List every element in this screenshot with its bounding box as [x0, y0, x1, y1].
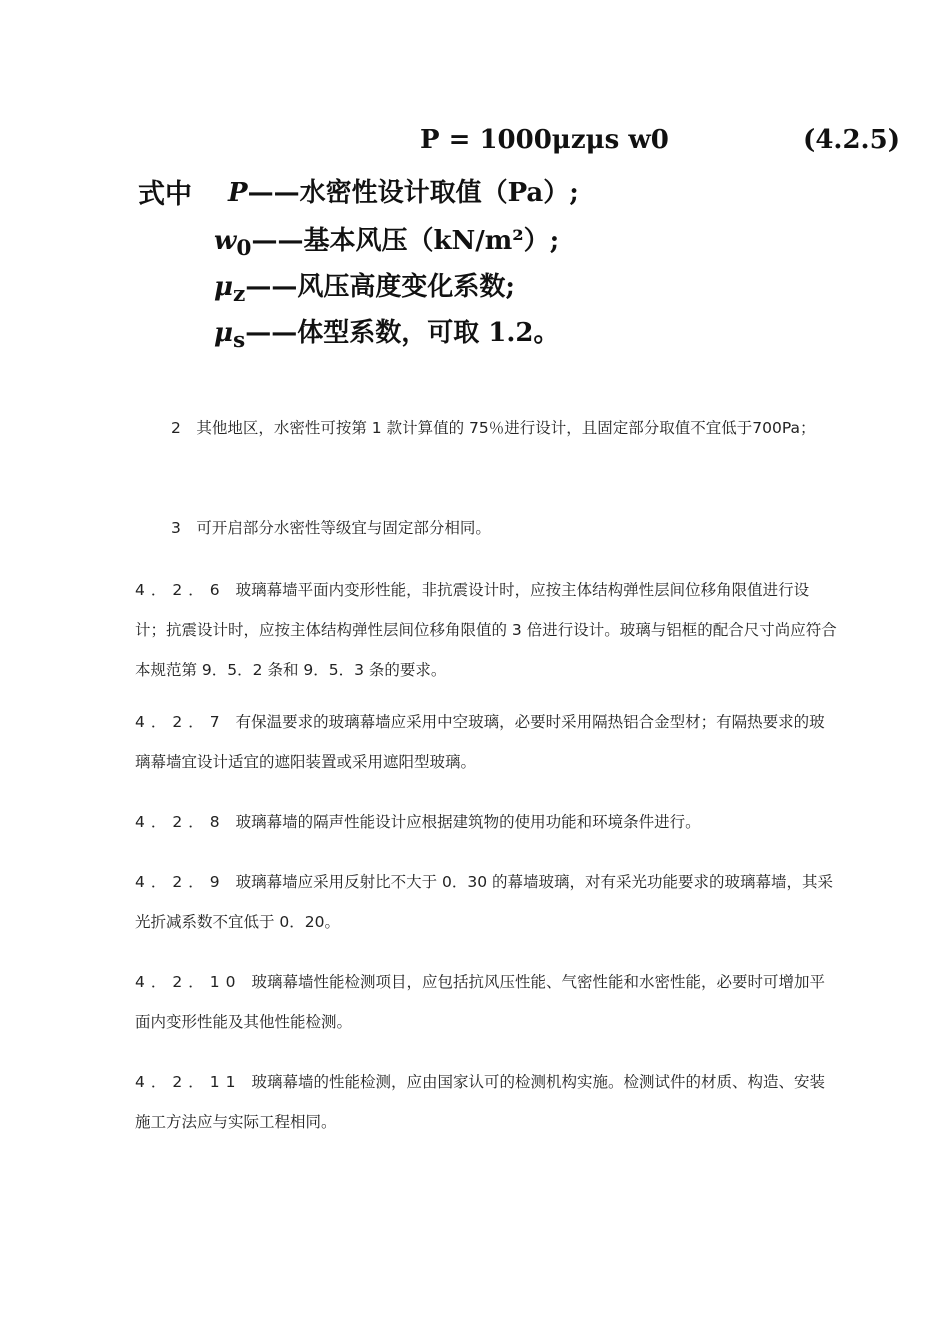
clause-text: 玻璃幕墙的隔声性能设计应根据建筑物的使用功能和环境条件进行。: [235, 813, 701, 831]
definition-symbol: w: [214, 226, 237, 256]
clause-number: 4．2．6: [135, 581, 226, 599]
definition-text: 体型系数，可取 1.2。: [297, 318, 560, 348]
paragraph-item-2: [135, 408, 840, 448]
definition-w0: [214, 220, 559, 261]
formula-image: [0, 0, 950, 370]
formula-line: [420, 125, 900, 169]
definition-subscript: s: [233, 328, 246, 354]
paragraph-text: 3 可开启部分水密性等级宜与固定部分相同。: [171, 519, 491, 537]
clause-4-2-7: [135, 702, 840, 782]
clause-4-2-11: [135, 1062, 840, 1142]
definition-mu-z: [214, 266, 515, 307]
clause-4-2-8: [135, 802, 840, 842]
clause-text: 玻璃幕墙的性能检测，应由国家认可的检测机构实施。检测试件的材质、构造、安装施工方法应与实际工程相同。: [135, 1073, 825, 1131]
clause-4-2-6: [135, 570, 840, 690]
definition-subscript: 0: [236, 236, 252, 262]
definition-dash: ——: [251, 226, 304, 256]
definition-text: 基本风压（kN/m²）;: [303, 226, 560, 256]
clause-text: 有保温要求的玻璃幕墙应采用中空玻璃，必要时采用隔热铝合金型材；有隔热要求的玻璃幕墙宜设计适宜的遮阳装置或采用遮阳型玻璃。: [135, 713, 825, 771]
paragraph-item-3: [135, 508, 840, 548]
definition-symbol: P: [228, 178, 248, 208]
where-label: 式中: [138, 179, 192, 210]
clause-text: 玻璃幕墙性能检测项目，应包括抗风压性能、气密性能和水密性能，必要时可增加平面内变形性能及其他性能检测。: [135, 973, 825, 1031]
definition-symbol: μ: [214, 272, 234, 302]
clause-text: 玻璃幕墙平面内变形性能，非抗震设计时，应按主体结构弹性层间位移角限值进行设计；抗震设计时，应按主体结构弹性层间位移角限值的 3 倍进行设计。玻璃与铝框的配合尺寸尚应符合本规范第 9．5．2 条和 9．5．3 条的要求。: [135, 581, 837, 679]
definition-dash: ——: [247, 178, 300, 208]
clause-number: 4．2．10: [135, 973, 242, 991]
clause-number: 4．2．9: [135, 873, 226, 891]
definition-mu-s: [214, 312, 560, 353]
definition-symbol: μ: [214, 318, 234, 348]
formula-number: (4.2.5): [803, 125, 900, 155]
definition-dash: ——: [245, 272, 298, 302]
clause-4-2-10: [135, 962, 840, 1042]
definition-p: [228, 172, 579, 213]
clause-number: 4．2．8: [135, 813, 226, 831]
clause-number: 4．2．7: [135, 713, 226, 731]
definition-subscript: z: [233, 282, 246, 308]
definition-dash: ——: [245, 318, 298, 348]
formula-expression: P = 1000μzμs w0: [420, 125, 669, 155]
clause-number: 4．2．11: [135, 1073, 242, 1091]
definition-text: 风压高度变化系数;: [297, 272, 515, 302]
definition-text: 水密性设计取值（Pa）;: [299, 178, 579, 208]
clause-text: 玻璃幕墙应采用反射比不大于 0．30 的幕墙玻璃，对有采光功能要求的玻璃幕墙，其采光折减系数不宜低于 0．20。: [135, 873, 834, 931]
clause-4-2-9: [135, 862, 840, 942]
paragraph-text: 2 其他地区，水密性可按第 1 款计算值的 75％进行设计，且固定部分取值不宜低于700Pa；: [171, 419, 816, 437]
